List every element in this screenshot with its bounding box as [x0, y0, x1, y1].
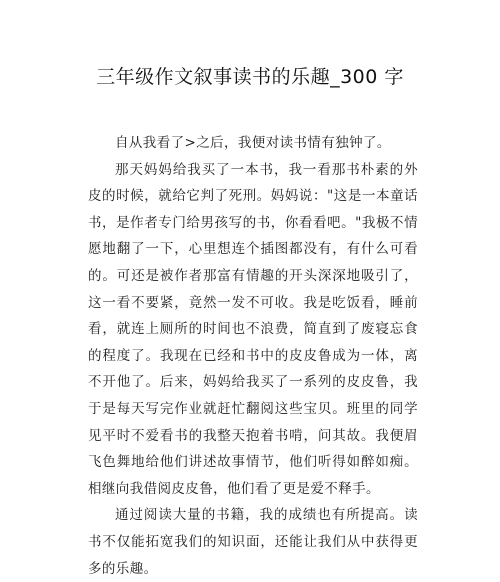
- document-body: [88, 130, 418, 582]
- document-title: 三年级作文叙事读书的乐趣_300 字: [96, 66, 404, 88]
- paragraph-2: 那天妈妈给我买了一本书，我一看那书朴素的外皮的时候，就给它判了死刑。妈妈说："这是一本童话书，是作者专门给男孩写的书，你看看吧。"我极不情愿地翻了一下，心里想连个插图都没有，有什么可看的。可还是被作者那富有情趣的开头深深地吸引了，这一看不要紧，竟然一发不可收。我是吃饭看，睡前看，就连上厕所的时间也不浪费，简直到了废寝忘食的程度了。我现在已经和书中的皮皮鲁成为一体，离不开他了。后来，妈妈给我买了一系列的皮皮鲁，我于是每天写完作业就赶忙翻阅这些宝贝。班里的同学见平时不爱看书的我整天抱着书啃，问其故。我便眉飞色舞地给他们讲述故事情节，他们听得如醉如痴。相继向我借阅皮皮鲁，他们看了更是爱不释手。: [88, 161, 418, 497]
- paragraph-3: 通过阅读大量的书籍，我的成绩也有所提高。读书不仅能拓宽我们的知识面，还能让我们从中获得更多的乐趣。: [88, 507, 418, 577]
- paragraph-1: 自从我看了>之后，我便对读书情有独钟了。: [115, 135, 391, 151]
